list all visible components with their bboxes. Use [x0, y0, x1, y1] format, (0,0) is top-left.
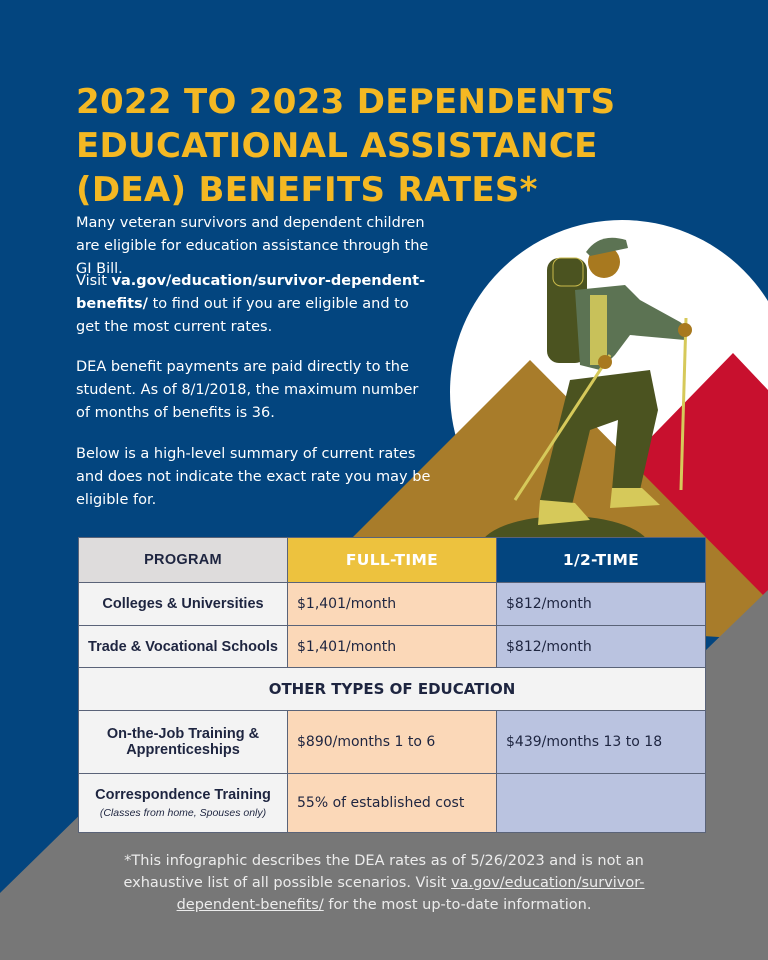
- footer-disclaimer: [110, 850, 658, 916]
- visit-paragraph: [76, 270, 436, 339]
- title-line-1: 2022 TO 2023 DEPENDENTS: [76, 82, 616, 122]
- program-cell: On-the-Job Training & Apprenticeships: [79, 711, 288, 774]
- title-line-2: EDUCATIONAL ASSISTANCE: [76, 126, 598, 166]
- table-row: [79, 711, 706, 774]
- program-note: (Classes from home, Spouses only): [99, 807, 267, 819]
- footer-prefix: *This infographic describes the DEA rates as of 5/26/2023 and is not an exhaustive list of all possible scenarios. Visit: [123, 853, 644, 891]
- visit-suffix: to find out if you are eligible and to get the most current rates.: [76, 296, 409, 335]
- section-row: [79, 668, 706, 711]
- program-name: Correspondence Training: [95, 787, 271, 803]
- full-time-cell: $1,401/month: [288, 583, 497, 626]
- half-time-cell: $812/month: [497, 583, 706, 626]
- full-time-cell: $890/months 1 to 6: [288, 711, 497, 774]
- rates-table: [78, 537, 706, 833]
- header-half-time: 1/2-TIME: [497, 538, 706, 583]
- full-time-cell: $1,401/month: [288, 626, 497, 668]
- table-row: [79, 583, 706, 626]
- visit-prefix: Visit: [76, 273, 112, 289]
- header-full-time: FULL-TIME: [288, 538, 497, 583]
- payment-paragraph: DEA benefit payments are paid directly to the student. As of 8/1/2018, the maximum number of months of benefits is 36.: [76, 359, 419, 421]
- half-time-cell: [497, 774, 706, 833]
- other-types-heading: OTHER TYPES OF EDUCATION: [79, 668, 706, 711]
- table-row: [79, 626, 706, 668]
- full-time-cell: 55% of established cost: [288, 774, 497, 833]
- title-line-3: (DEA) BENEFITS RATES*: [76, 170, 538, 210]
- va-link[interactable]: va.gov/education/survivor-dependent-benefits/: [76, 273, 426, 312]
- intro-paragraph: Many veteran survivors and dependent children are eligible for education assistance through the GI Bill.: [76, 215, 429, 277]
- page-title: [76, 80, 696, 212]
- half-time-cell: $812/month: [497, 626, 706, 668]
- program-cell: [79, 774, 288, 833]
- footer-va-link[interactable]: va.gov/education/survivor-dependent-benefits/: [176, 875, 645, 913]
- footer-suffix: for the most up-to-date information.: [323, 897, 592, 913]
- table-row: [79, 774, 706, 833]
- header-program: PROGRAM: [79, 538, 288, 583]
- summary-paragraph: Below is a high-level summary of current rates and does not indicate the exact rate you may be eligible for.: [76, 446, 431, 508]
- table-header: [79, 538, 706, 583]
- half-time-cell: $439/months 13 to 18: [497, 711, 706, 774]
- program-cell: Colleges & Universities: [79, 583, 288, 626]
- program-cell: Trade & Vocational Schools: [79, 626, 288, 668]
